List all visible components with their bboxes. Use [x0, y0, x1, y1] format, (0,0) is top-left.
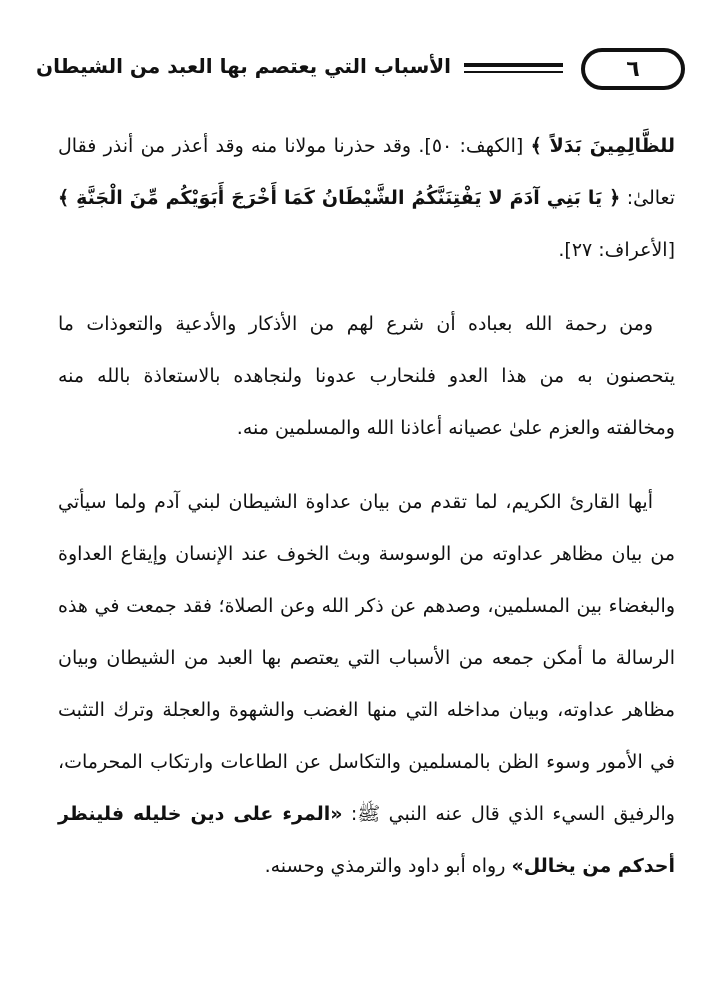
- page-number-frame: [581, 48, 685, 90]
- header-rule-thin: [464, 71, 563, 73]
- paragraph-text: [الكهف: ٥٠]. وقد حذرنا مولانا منه وقد أعذر من أنذر فقال تعالىٰ:: [58, 135, 676, 209]
- body-text: [58, 120, 675, 892]
- paragraph: [58, 120, 675, 276]
- running-header: [36, 46, 685, 96]
- page-number: ٦: [626, 56, 640, 82]
- paragraph-text: أيها القارئ الكريم، لما تقدم من بيان عداوة الشيطان لبني آدم ولما سيأتي من بيان مظاهر عداوته من الوسوسة وبث الخوف عند الإنسان وإيقاع العداوة والبغضاء بين المسلمين، وصدهم عن ذكر الله وعن الصلاة؛ فقد جمعت في هذه الرسالة ما أمكن جمعه من الأسباب التي يعتصم بها العبد من الشيطان وبيان مظاهر عداوته، وبيان مداخله التي منها الغضب والشهوة والعجلة وترك التثبت في الأمور وسوء الظن بالمسلمين والتكاسل عن الطاعات وارتكاب المحرمات، والرفيق السيء الذي قال عنه النبي ﷺ:: [58, 491, 675, 825]
- verse-reference: [الأعراف: ٢٧].: [558, 239, 675, 261]
- running-title: الأسباب التي يعتصم بها العبد من الشيطان: [36, 54, 451, 78]
- quran-verse: ﴿ يَا بَنِي آدَمَ لا يَفْتِنَنَّكُمُ الشَّيْطَانُ كَمَا أَخْرَجَ أَبَوَيْكُم مِّنَ الْجَنَّةِ ﴾: [58, 187, 621, 209]
- paragraph-text: ومن رحمة الله بعباده أن شرع لهم من الأذكار والأدعية والتعوذات ما يتحصنون به من هذا العدو فلنحارب عدونا ولنجاهده بالاستعاذة بالله منه ومخالفته والعزم علىٰ عصيانه أعاذنا الله والمسلمين منه.: [58, 313, 675, 439]
- paragraph: [58, 476, 675, 892]
- paragraph: [58, 298, 675, 454]
- header-rule-thick: [464, 63, 563, 67]
- hadith-quote: «المرء على دين خليله فلينظر أحدكم من يخالل»: [58, 803, 675, 877]
- hadith-reference: رواه أبو داود والترمذي وحسنه.: [264, 855, 512, 877]
- quran-verse-end: للظَّالِمِينَ بَدَلاً ﴾: [530, 135, 675, 157]
- header-rule: [464, 62, 563, 76]
